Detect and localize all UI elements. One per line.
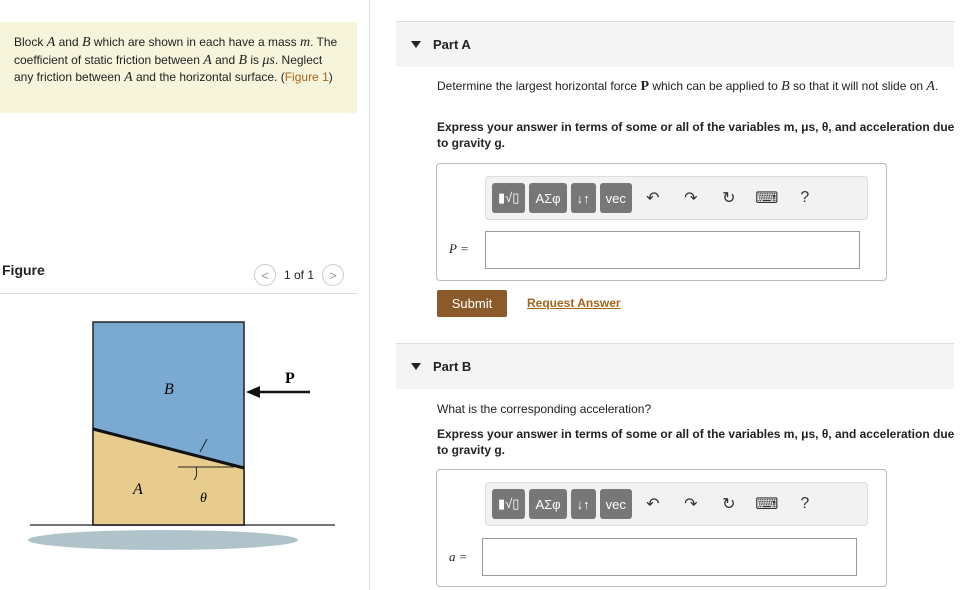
templates-button[interactable]: ▮√▯ — [492, 489, 525, 519]
reset-icon[interactable]: ↻ — [722, 190, 736, 207]
vec-button[interactable]: vec — [600, 489, 632, 519]
part-b-header[interactable] — [396, 343, 954, 389]
problem-statement: Block A and B which are shown in each have a mass m. The coefficient of static friction between A and B is μs. Neglect any friction between A and the horizontal surface. (Figure 1) — [0, 22, 357, 113]
keyboard-icon[interactable]: ⌨ — [755, 496, 779, 513]
part-a-header[interactable] — [396, 21, 954, 67]
label-P: P — [285, 370, 295, 387]
part-a-question: Determine the largest horizontal force P which can be applied to B so that it will not slide on A. — [437, 79, 939, 94]
subscript-button[interactable]: ↓↑ — [571, 489, 596, 519]
math-toolbar — [485, 176, 868, 220]
help-icon[interactable]: ? — [800, 189, 810, 206]
help-icon[interactable]: ? — [800, 495, 810, 512]
divider — [0, 293, 357, 294]
part-a-instructions: Express your answer in terms of some or all of the variables m, μs, θ, and acceleration due to gravity g. — [437, 120, 955, 150]
figure-counter: 1 of 1 — [284, 268, 315, 282]
label-B: B — [164, 381, 174, 398]
greek-button[interactable]: ΑΣφ — [529, 489, 566, 519]
submit-button[interactable]: Submit — [437, 290, 507, 317]
greek-button[interactable]: ΑΣφ — [529, 183, 566, 213]
keyboard-icon[interactable]: ⌨ — [755, 190, 779, 207]
part-b-title: Part B — [433, 359, 472, 374]
redo-icon[interactable]: ↷ — [684, 496, 698, 513]
label-A: A — [133, 481, 143, 498]
request-answer-link[interactable]: Request Answer — [527, 296, 621, 310]
part-b-instructions: Express your answer in terms of some or all of the variables m, μs, θ, and acceleration due to gravity g. — [437, 427, 955, 457]
answer-label-p: P = — [449, 241, 469, 256]
figure-title: Figure — [2, 262, 45, 278]
left-panel — [0, 0, 370, 590]
answer-input-p[interactable] — [485, 231, 860, 269]
undo-icon[interactable]: ↶ — [646, 190, 660, 207]
right-panel — [396, 0, 956, 590]
vec-button[interactable]: vec — [600, 183, 632, 213]
part-b-answer-box — [436, 469, 887, 587]
part-a-title: Part A — [433, 37, 471, 52]
math-toolbar — [485, 482, 868, 526]
part-a-answer-box — [436, 163, 887, 281]
undo-icon[interactable]: ↶ — [646, 496, 660, 513]
figure-nav — [254, 264, 344, 286]
collapse-triangle-icon[interactable] — [411, 41, 421, 48]
collapse-triangle-icon[interactable] — [411, 363, 421, 370]
force-arrowhead — [246, 386, 260, 398]
answer-input-a[interactable] — [482, 538, 857, 576]
part-b-question: What is the corresponding acceleration? — [437, 402, 652, 416]
prev-figure-button[interactable]: < — [254, 264, 276, 286]
figure-link[interactable]: Figure 1 — [284, 70, 329, 84]
blocks-figure — [28, 318, 338, 558]
templates-button[interactable]: ▮√▯ — [492, 183, 525, 213]
ground-shadow — [28, 530, 298, 550]
redo-icon[interactable]: ↷ — [684, 190, 698, 207]
reset-icon[interactable]: ↻ — [722, 496, 736, 513]
answer-label-a: a = — [449, 549, 468, 564]
next-figure-button[interactable]: > — [322, 264, 344, 286]
label-theta: θ — [200, 491, 207, 506]
subscript-button[interactable]: ↓↑ — [571, 183, 596, 213]
